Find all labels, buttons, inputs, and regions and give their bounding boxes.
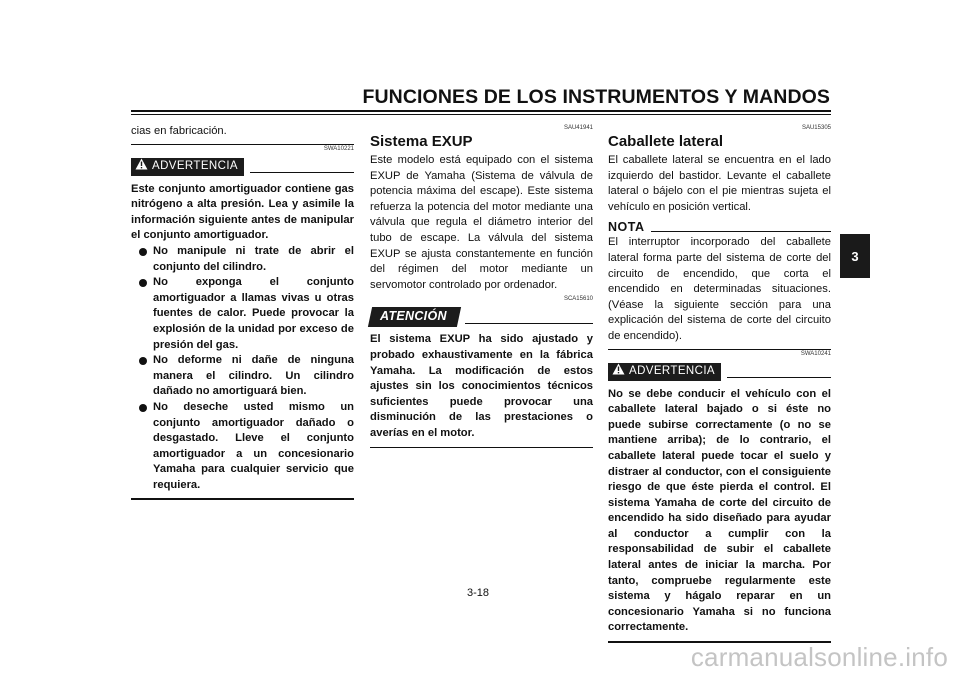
attention-label: ATENCIÓN: [380, 309, 447, 324]
bullet-item: [131, 400, 354, 494]
bullet-icon: [139, 248, 147, 256]
warning-triangle-icon: [612, 363, 625, 381]
note-line: [651, 231, 832, 232]
warning-badge: [608, 363, 721, 381]
bullet-item: [131, 353, 354, 400]
bullet-item: [131, 244, 354, 275]
section-title-caballete: Caballete lateral: [608, 133, 724, 150]
warning-bullet-list: [131, 244, 354, 494]
exup-text: Este modelo está equipado con el sistema EXUP de Yamaha (Sistema de válvula de potencia máxima del escape). Este sistema refuerza la potencia del motor mediante una válvula que regula el diámetro interior del tubo de escape. La válvula del sistema EXUP se ajusta constantemente en función del régimen del motor mediante un servomotor controlado por ordenador.: [370, 154, 593, 291]
attention-code: SCA15610: [563, 296, 593, 303]
note-text: El interruptor incorporado del caballete lateral forma parte del sistema de corte del circuito de encendido, que corta el encendido en determinadas situaciones. (Véase la siguiente sección para una explicación del sistema de corte del circuito de encendido).: [608, 236, 831, 342]
bullet-item: [131, 275, 354, 353]
header-rule-thin: [131, 114, 831, 115]
warning-header: [608, 361, 831, 383]
note-label: NOTA: [608, 219, 645, 234]
bullet-icon: [139, 279, 147, 287]
attention-header: [370, 306, 593, 328]
attention-badge: [368, 307, 461, 327]
attention-line: [465, 323, 593, 324]
watermark: carmanualsonline.info: [690, 642, 948, 672]
section-title-exup: Sistema EXUP: [370, 133, 473, 150]
column-1: [131, 124, 354, 500]
header-rule-thick: [131, 110, 831, 112]
bullet-icon: [139, 357, 147, 365]
warning-code: SWA10221: [323, 145, 354, 152]
page-number: 3-18: [467, 587, 490, 599]
column-3: [608, 124, 831, 643]
warning-text: No se debe conducir el vehículo con el caballete lateral bajado o si éste no puede subirse correctamente (o no se mantiene arriba); de lo contrario, el caballete lateral puede tocar el suelo y distraer al conductor, con el consiguiente riesgo de que éste pierda el control. El sistema Yamaha de corte del circuito de encendido ha sido diseñado para ayudar al conductor a cumplir con la responsabilidad de subir el caballete lateral antes de iniciar la marcha. Por tanto, compruebe regularmente este sistema y hágalo reparar en un concesionario Yamaha si no funciona correctamente.: [608, 387, 831, 634]
page-title: FUNCIONES DE LOS INSTRUMENTOS Y MANDOS: [362, 86, 830, 108]
warning-badge: [131, 158, 244, 176]
column-2: [370, 124, 593, 448]
chapter-tab[interactable]: 3: [840, 234, 870, 278]
bullet-text: No manipule ni trate de abrir el conjunto del cilindro.: [153, 244, 354, 273]
warning-line: [250, 172, 354, 173]
attention-text: El sistema EXUP ha sido ajustado y probado exhaustivamente en la fábrica Yamaha. La modificación de estos ajustes sin los conocimientos técnicos suficientes puede provocar una disminución de las prestaciones o averías en el motor.: [370, 333, 593, 439]
bullet-text: No exponga el conjunto amortiguador a llamas vivas u otras fuentes de calor. Puede provocar la explosión de la unidad por exceso de presión del gas.: [153, 276, 354, 351]
warning-bottom-rule: [131, 498, 354, 500]
bullet-icon: [139, 404, 147, 412]
warning-label: ADVERTENCIA: [152, 159, 238, 172]
warning-label: ADVERTENCIA: [629, 364, 715, 377]
section-code: SAU15305: [801, 125, 831, 131]
warning-triangle-icon: [135, 158, 148, 176]
bullet-text: No deforme ni dañe de ninguna manera el cilindro. Un cilindro dañado no amortiguará bien.: [153, 354, 354, 398]
caballete-text: El caballete lateral se encuentra en el lado izquierdo del bastidor. Levante el caballete lateral o bájelo con el pie mientras sujeta el vehículo en posición vertical.: [608, 154, 831, 213]
warning-text: Este conjunto amortiguador contiene gas nitrógeno a alta presión. Lea y asimile la información siguiente antes de manipular el conjunto amortiguador.: [131, 182, 354, 242]
intro-text: cias en fabricación.: [131, 125, 227, 137]
bullet-text: No deseche usted mismo un conjunto amortiguador dañado o desgastado. Lleve el conjunto amortiguador a un concesionario Yamaha para cualquier servicio que requiera.: [153, 400, 354, 491]
attention-bottom-rule: [370, 447, 593, 449]
note-header: [608, 219, 831, 235]
warning-code: SWA10241: [800, 350, 831, 357]
section-code: SAU41941: [563, 125, 593, 131]
warning-header: [131, 156, 354, 178]
warning-line: [727, 377, 831, 378]
